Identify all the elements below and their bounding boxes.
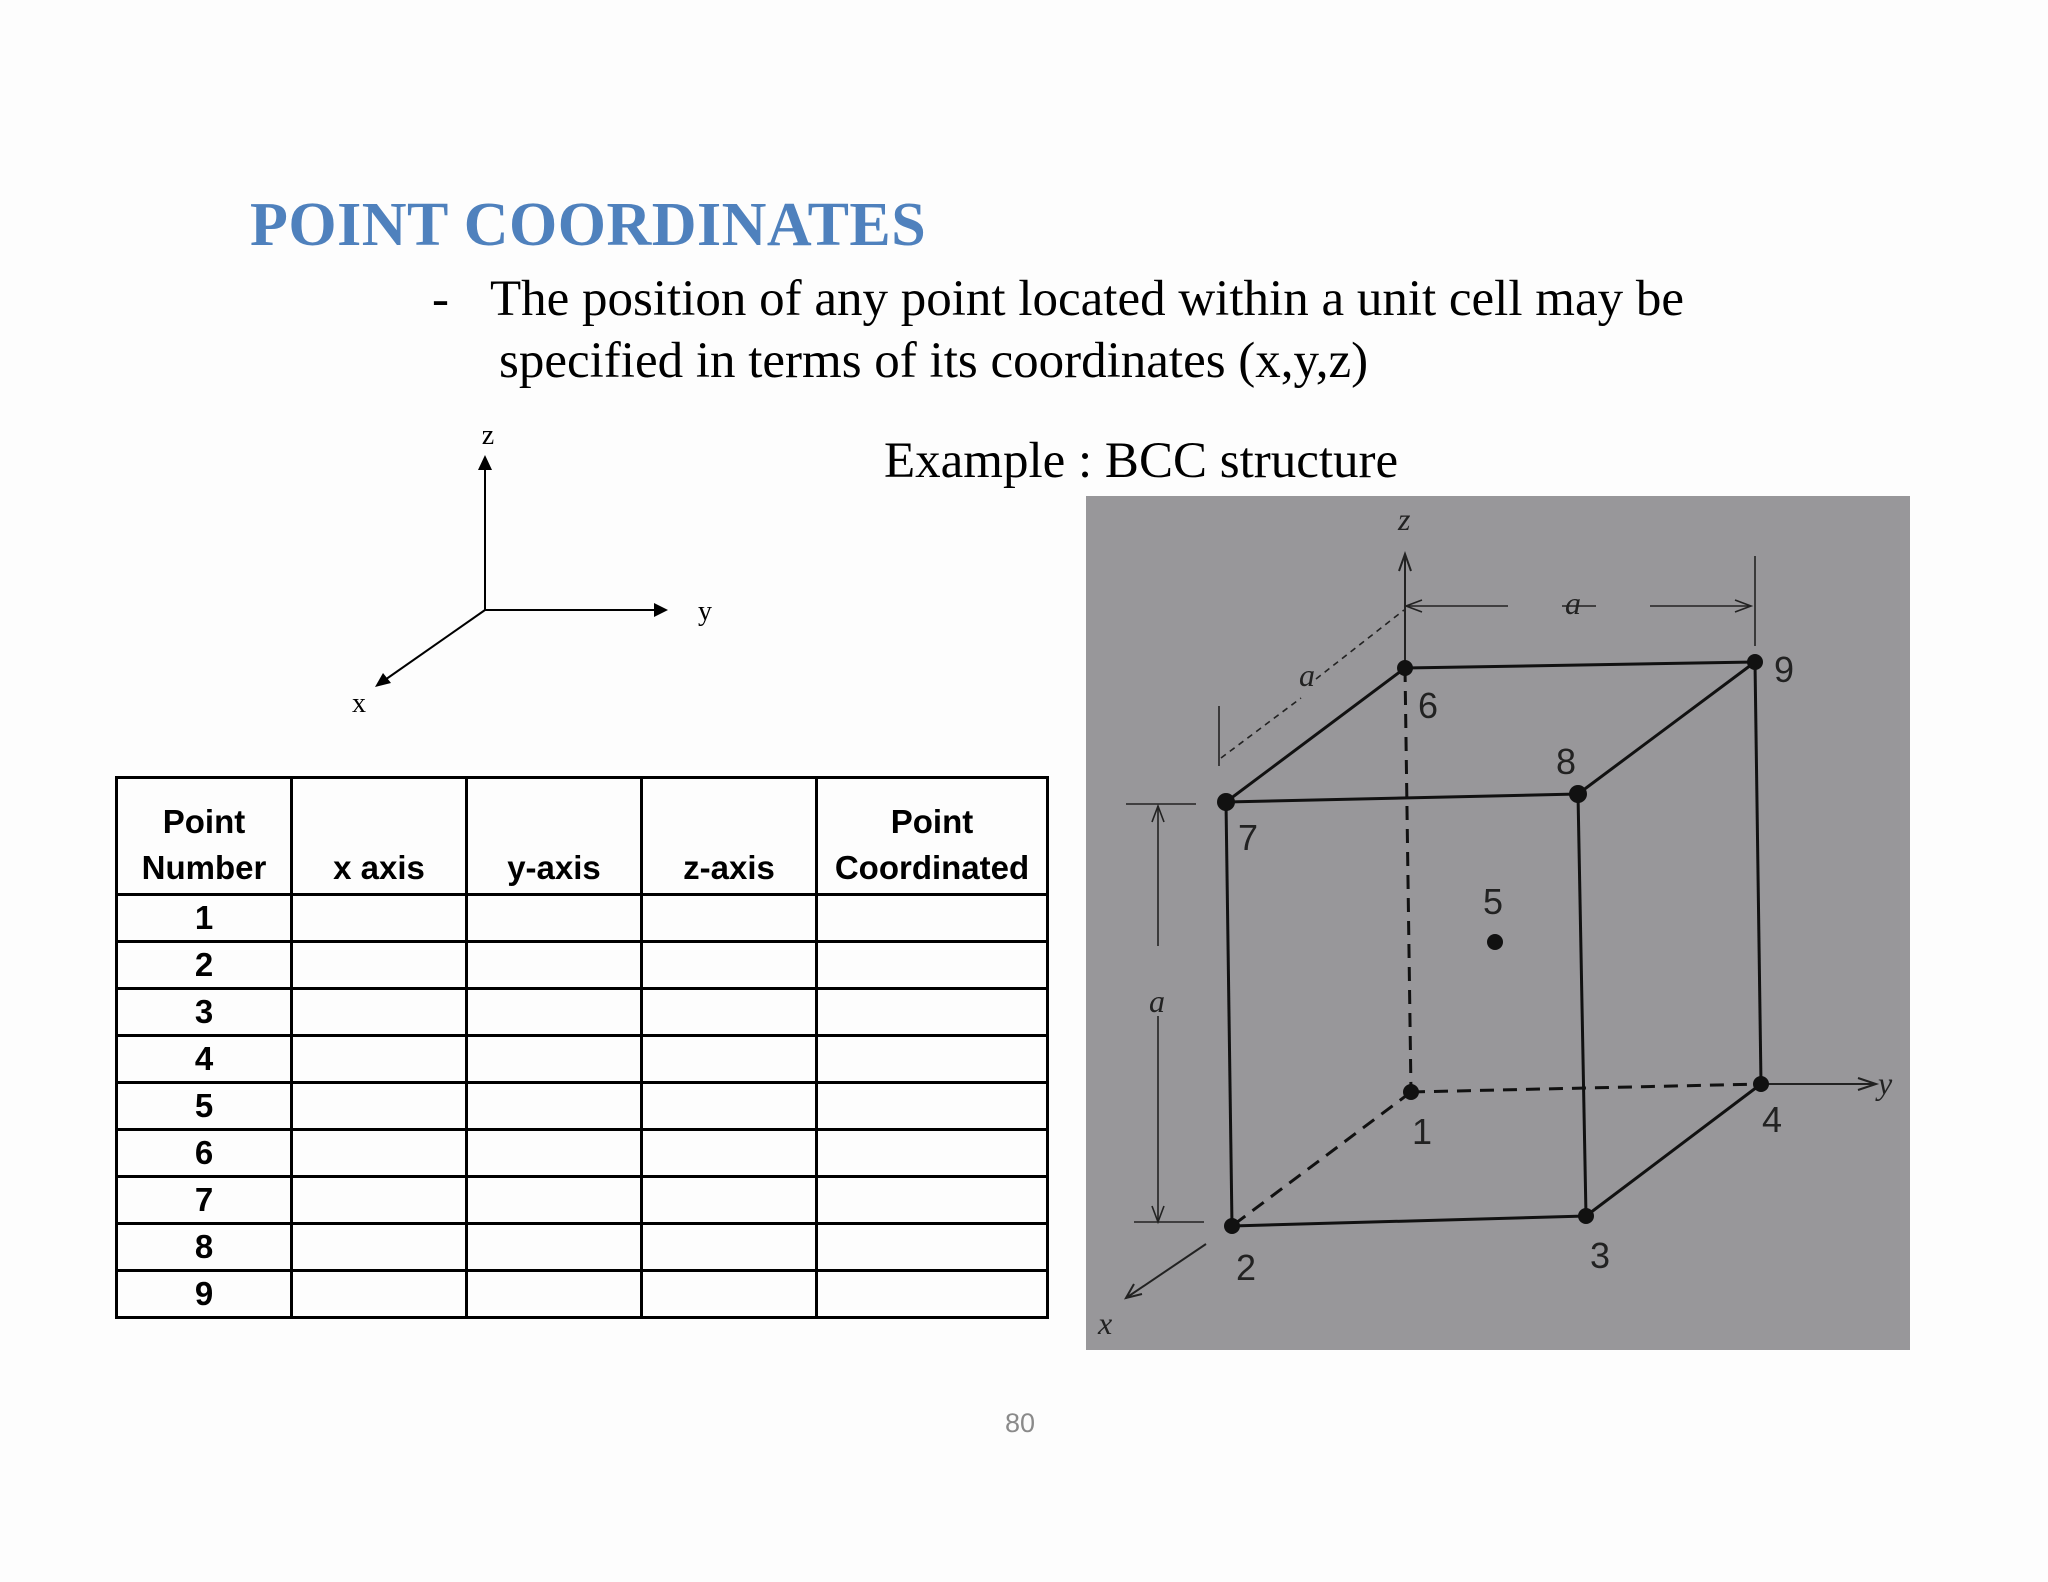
- figure-axis-x: x: [1098, 1305, 1113, 1341]
- point-7-dot: [1217, 793, 1235, 811]
- z-cell: [642, 1177, 817, 1224]
- table-row: [117, 1083, 1048, 1130]
- header-x-axis: x axis: [292, 778, 467, 895]
- table-row: [117, 1036, 1048, 1083]
- point-4-dot: [1753, 1076, 1769, 1092]
- point-number-cell: 4: [117, 1036, 292, 1083]
- bullet-dash: -: [432, 271, 449, 327]
- axis-label-y: y: [698, 596, 712, 627]
- edge-label-height: a: [1149, 983, 1165, 1019]
- y-cell: [467, 1036, 642, 1083]
- x-arrow-head: [375, 673, 391, 687]
- x-cell: [292, 989, 467, 1036]
- axis-label-z: z: [481, 420, 495, 451]
- table-row: [117, 989, 1048, 1036]
- z-arrow-head: [478, 455, 492, 470]
- y-cell: [467, 989, 642, 1036]
- bcc-unit-cell-figure: [1086, 496, 1910, 1350]
- x-cell: [292, 1177, 467, 1224]
- point-5-dot: [1487, 934, 1503, 950]
- point-8-dot: [1569, 785, 1587, 803]
- header-y-axis: y-axis: [467, 778, 642, 895]
- point-1-dot: [1403, 1084, 1419, 1100]
- coordinate-cell: [817, 1083, 1048, 1130]
- table-row: [117, 942, 1048, 989]
- coordinate-cell: [817, 1036, 1048, 1083]
- x-cell: [292, 1083, 467, 1130]
- point-number-cell: 5: [117, 1083, 292, 1130]
- y-cell: [467, 895, 642, 942]
- table-row: [117, 1224, 1048, 1271]
- point-number-cell: 3: [117, 989, 292, 1036]
- table-row: [117, 895, 1048, 942]
- z-cell: [642, 1130, 817, 1177]
- point-2-dot: [1224, 1218, 1240, 1234]
- table-row: [117, 1177, 1048, 1224]
- z-cell: [642, 1036, 817, 1083]
- y-cell: [467, 1271, 642, 1318]
- point-label-5: 5: [1483, 881, 1504, 922]
- coordinate-cell: [817, 942, 1048, 989]
- axis-label-x: x: [352, 688, 366, 719]
- x-cell: [292, 1271, 467, 1318]
- z-cell: [642, 895, 817, 942]
- z-cell: [642, 1271, 817, 1318]
- point-label-7: 7: [1238, 817, 1259, 858]
- page-number: 80: [1005, 1408, 1036, 1438]
- point-label-8: 8: [1556, 741, 1577, 782]
- table-header-row: [117, 778, 1048, 895]
- point-label-1: 1: [1412, 1111, 1433, 1152]
- point-9-dot: [1747, 654, 1763, 670]
- header-point-number: Point Number: [117, 778, 292, 895]
- example-label: Example : BCC structure: [884, 433, 1399, 489]
- figure-axis-y: y: [1878, 1065, 1893, 1101]
- header-point-coordinated: Point Coordinated: [817, 778, 1048, 895]
- coordinate-cell: [817, 895, 1048, 942]
- x-cell: [292, 1224, 467, 1271]
- y-cell: [467, 1177, 642, 1224]
- header-z-axis: z-axis: [642, 778, 817, 895]
- point-number-cell: 9: [117, 1271, 292, 1318]
- coordinate-cell: [817, 1130, 1048, 1177]
- z-cell: [642, 1083, 817, 1130]
- coordinate-cell: [817, 1224, 1048, 1271]
- point-number-cell: 7: [117, 1177, 292, 1224]
- edge-label-depth: a: [1299, 657, 1315, 693]
- point-label-4: 4: [1762, 1099, 1783, 1140]
- point-coordinates-table: [115, 776, 1049, 1319]
- y-arrow-head: [654, 603, 668, 617]
- z-cell: [642, 942, 817, 989]
- point-label-6: 6: [1418, 685, 1439, 726]
- slide-title: POINT COORDINATES: [250, 191, 927, 259]
- y-cell: [467, 942, 642, 989]
- x-cell: [292, 895, 467, 942]
- point-number-cell: 1: [117, 895, 292, 942]
- point-number-cell: 8: [117, 1224, 292, 1271]
- bullet-line-1: The position of any point located within a unit cell may be: [490, 271, 1684, 327]
- coordinate-cell: [817, 989, 1048, 1036]
- bullet-line-2: specified in terms of its coordinates (x,y,z): [499, 333, 1369, 389]
- point-6-dot: [1397, 660, 1413, 676]
- table-row: [117, 1130, 1048, 1177]
- point-label-3: 3: [1590, 1235, 1611, 1276]
- point-number-cell: 2: [117, 942, 292, 989]
- z-cell: [642, 989, 817, 1036]
- y-cell: [467, 1130, 642, 1177]
- y-cell: [467, 1083, 642, 1130]
- coordinate-cell: [817, 1271, 1048, 1318]
- point-label-2: 2: [1236, 1247, 1257, 1288]
- edge-label-top: a: [1565, 585, 1581, 621]
- point-label-9: 9: [1774, 649, 1795, 690]
- axes-sketch: [320, 410, 740, 730]
- y-cell: [467, 1224, 642, 1271]
- figure-axis-z: z: [1398, 501, 1411, 537]
- table-row: [117, 1271, 1048, 1318]
- x-cell: [292, 1036, 467, 1083]
- point-number-cell: 6: [117, 1130, 292, 1177]
- x-cell: [292, 1130, 467, 1177]
- figure-background: [1086, 496, 1910, 1350]
- coordinate-cell: [817, 1177, 1048, 1224]
- point-3-dot: [1578, 1208, 1594, 1224]
- z-cell: [642, 1224, 817, 1271]
- x-cell: [292, 942, 467, 989]
